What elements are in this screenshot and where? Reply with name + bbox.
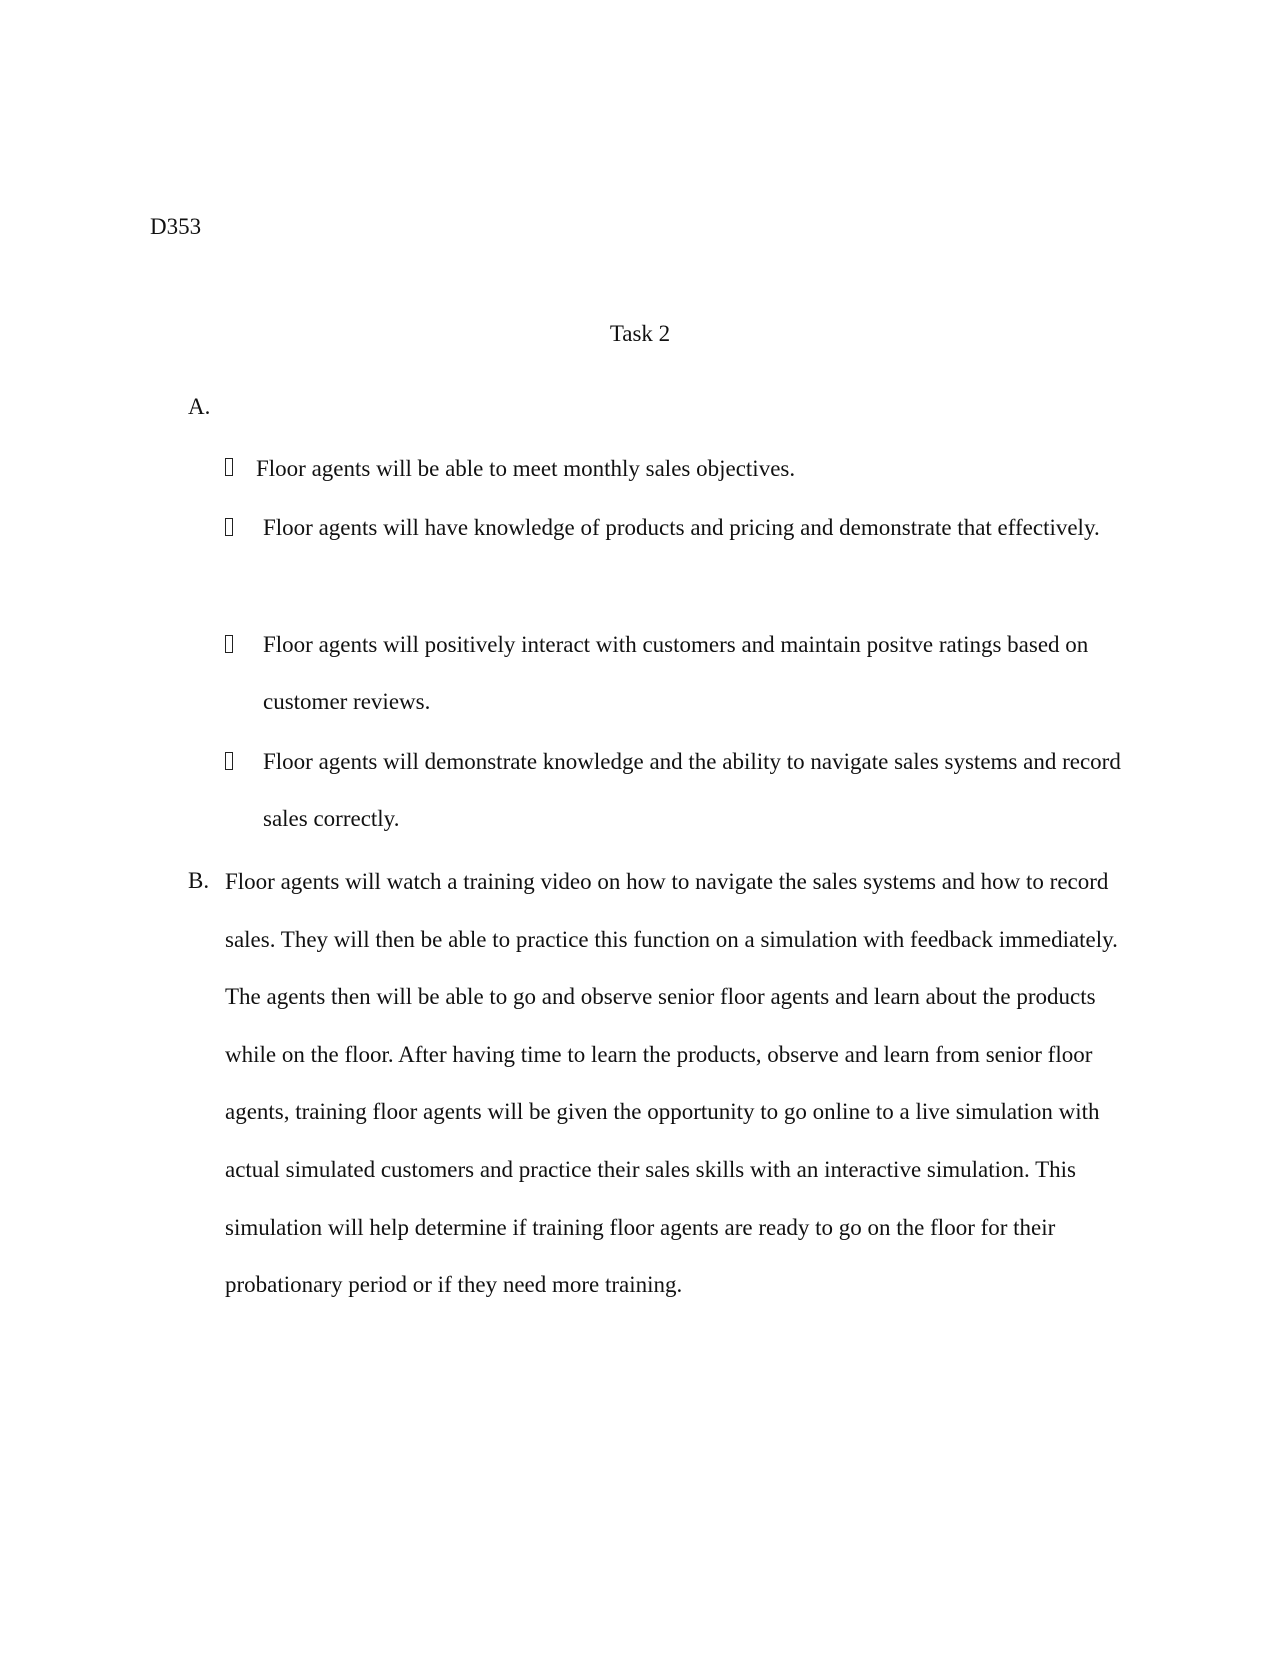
list-item-text: Floor agents will be able to meet monthly sales objectives. bbox=[256, 456, 796, 481]
section-a-label: A. bbox=[188, 394, 211, 419]
document-id: D353 bbox=[150, 214, 202, 239]
section-b-paragraph: Floor agents will watch a training video on how to navigate the sales systems and how to record sales. They will then be able to practice this function on a simulation with feedback immediately. The agents then will be able to go and observe senior floor agents and learn about the products while on the floor. After having time to learn the products, observe and learn from senior floor agents, training floor agents will be given the opportunity to go online to a live simulation with actual simulated customers and practice their sales skills with an interactive simulation. This simulation will help determine if training floor agents are ready to go on the floor for their probationary period or if they need more training. bbox=[225, 869, 1118, 1298]
bullet-box-icon bbox=[225, 635, 233, 653]
list-item-text: Floor agents will have knowledge of products and pricing and demonstrate that effectively. bbox=[263, 515, 1100, 540]
bullet-box-icon bbox=[225, 518, 233, 536]
bullet-box-icon bbox=[225, 458, 233, 476]
bullet-box-icon bbox=[225, 752, 233, 770]
page-title: Task 2 bbox=[609, 321, 671, 346]
list-item-text: Floor agents will positively interact with customers and maintain positve ratings based on customer reviews. bbox=[263, 632, 1089, 714]
list-item-text: Floor agents will demonstrate knowledge and the ability to navigate sales systems and record sales correctly. bbox=[263, 749, 1121, 831]
section-b-label: B. bbox=[188, 868, 210, 893]
